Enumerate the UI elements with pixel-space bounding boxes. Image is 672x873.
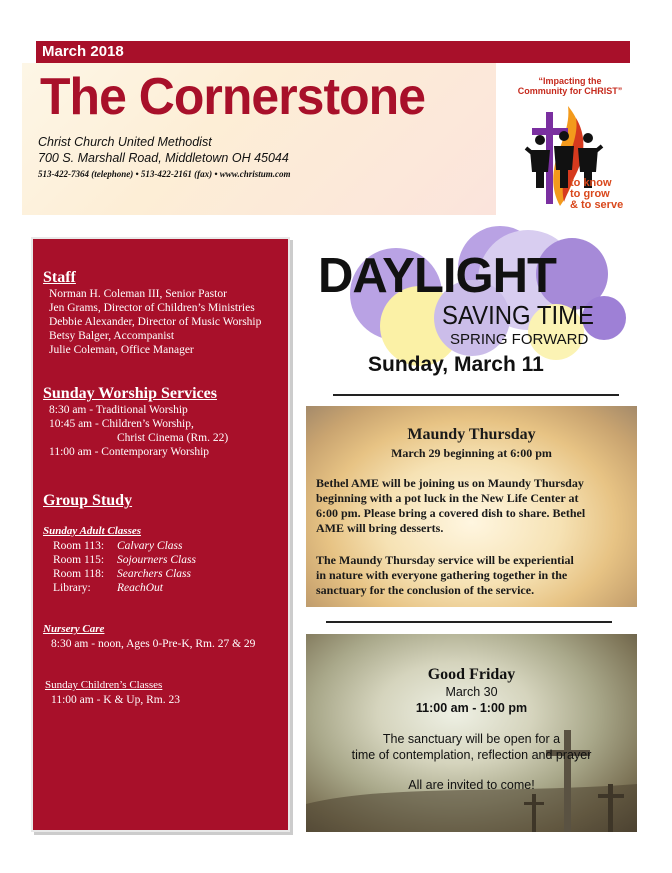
maundy-line: sanctuary for the conclusion of the service. [316, 583, 535, 597]
maundy-line: The Maundy Thursday service will be experiential [316, 553, 574, 567]
daylight-saving-graphic [312, 222, 632, 387]
logo-tagline-line: Community for CHRIST” [517, 86, 623, 96]
divider [333, 394, 619, 396]
worship-item: Christ Cinema (Rm. 22) [117, 432, 229, 444]
adult-class-row [53, 581, 163, 595]
class-room: Room 118: [53, 568, 105, 580]
class-room: Library: [53, 582, 91, 594]
church-logo [508, 70, 638, 220]
dst-headline: DAYLIGHT [318, 249, 556, 303]
maundy-paragraph [316, 476, 628, 536]
class-name: Sojourners Class [117, 554, 196, 566]
church-address: 700 S. Marshall Road, Middletown OH 45044 [38, 151, 289, 165]
adult-class-row [53, 567, 191, 581]
worship-item: 10:45 am - Children’s Worship, [49, 418, 194, 430]
maundy-paragraph [316, 553, 628, 598]
good-friday-time: 11:00 am - 1:00 pm [415, 701, 528, 715]
worship-heading: Sunday Worship Services [43, 385, 217, 402]
maundy-line: beginning with a pot luck in the New Life Center at [316, 491, 579, 505]
church-contact: 513-422-7364 (telephone) • 513-422-2161 (fax) • www.christum.com [38, 169, 291, 179]
dst-date: Sunday, March 11 [368, 353, 544, 376]
nursery-heading: Nursery Care [43, 623, 105, 635]
dst-subheadline: SAVING TIME [442, 300, 594, 330]
maundy-date: March 29 beginning at 6:00 pm [391, 446, 552, 460]
class-room: Room 113: [53, 540, 105, 552]
church-name: Christ Church United Methodist [38, 135, 212, 149]
staff-item: Jen Grams, Director of Children’s Ministries [49, 302, 255, 314]
children-classes-heading: Sunday Children’s Classes [45, 679, 163, 691]
worship-item: 11:00 am - Contemporary Worship [49, 446, 210, 458]
good-friday-box [306, 634, 637, 832]
staff-item: Julie Coleman, Office Manager [49, 344, 194, 356]
good-friday-invite: All are invited to come! [408, 778, 535, 792]
staff-item: Norman H. Coleman III, Senior Pastor [49, 288, 227, 300]
class-name: Calvary Class [117, 540, 183, 552]
maundy-thursday-box [306, 406, 637, 607]
staff-item: Debbie Alexander, Director of Music Worship [49, 316, 262, 328]
good-friday-text: time of contemplation, reflection and prayer [351, 748, 592, 762]
adult-class-row [53, 553, 196, 567]
good-friday-date: March 30 [445, 685, 498, 699]
class-name: ReachOut [117, 582, 163, 594]
logo-motto-line: to grow [570, 188, 610, 200]
nursery-details: 8:30 am - noon, Ages 0-Pre-K, Rm. 27 & 29 [51, 638, 256, 650]
children-classes-details: 11:00 am - K & Up, Rm. 23 [51, 694, 180, 706]
issue-date: March 2018 [42, 43, 124, 60]
sidebar [31, 237, 290, 832]
logo-motto-line: & to serve [570, 199, 624, 211]
logo-motto [570, 178, 623, 211]
newsletter-title: The Cornerstone [40, 68, 426, 126]
staff-item: Betsy Balger, Accompanist [49, 330, 175, 342]
logo-tagline [508, 76, 632, 96]
dst-spring-forward: SPRING FORWARD [450, 331, 589, 348]
maundy-title: Maundy Thursday [407, 426, 536, 443]
class-name: Searchers Class [117, 568, 192, 580]
adult-class-row [53, 539, 183, 553]
date-bar [36, 41, 630, 63]
class-room: Room 115: [53, 554, 105, 566]
logo-motto-line: to know [570, 177, 612, 189]
logo-tagline-line: “Impacting the [538, 76, 602, 86]
good-friday-title: Good Friday [427, 666, 516, 683]
maundy-line: 6:00 pm. Please bring a covered dish to share. Bethel [316, 506, 586, 520]
staff-heading: Staff [43, 269, 76, 286]
good-friday-text: The sanctuary will be open for a [382, 732, 561, 746]
worship-item: 8:30 am - Traditional Worship [49, 404, 188, 416]
maundy-line: Bethel AME will be joining us on Maundy Thursday [316, 476, 584, 490]
adult-classes-heading: Sunday Adult Classes [43, 525, 142, 537]
masthead [22, 63, 496, 215]
maundy-line: AME will bring desserts. [316, 521, 444, 535]
divider [326, 621, 612, 623]
maundy-line: in nature with everyone gathering together in the [316, 568, 568, 582]
group-study-heading: Group Study [43, 492, 133, 509]
